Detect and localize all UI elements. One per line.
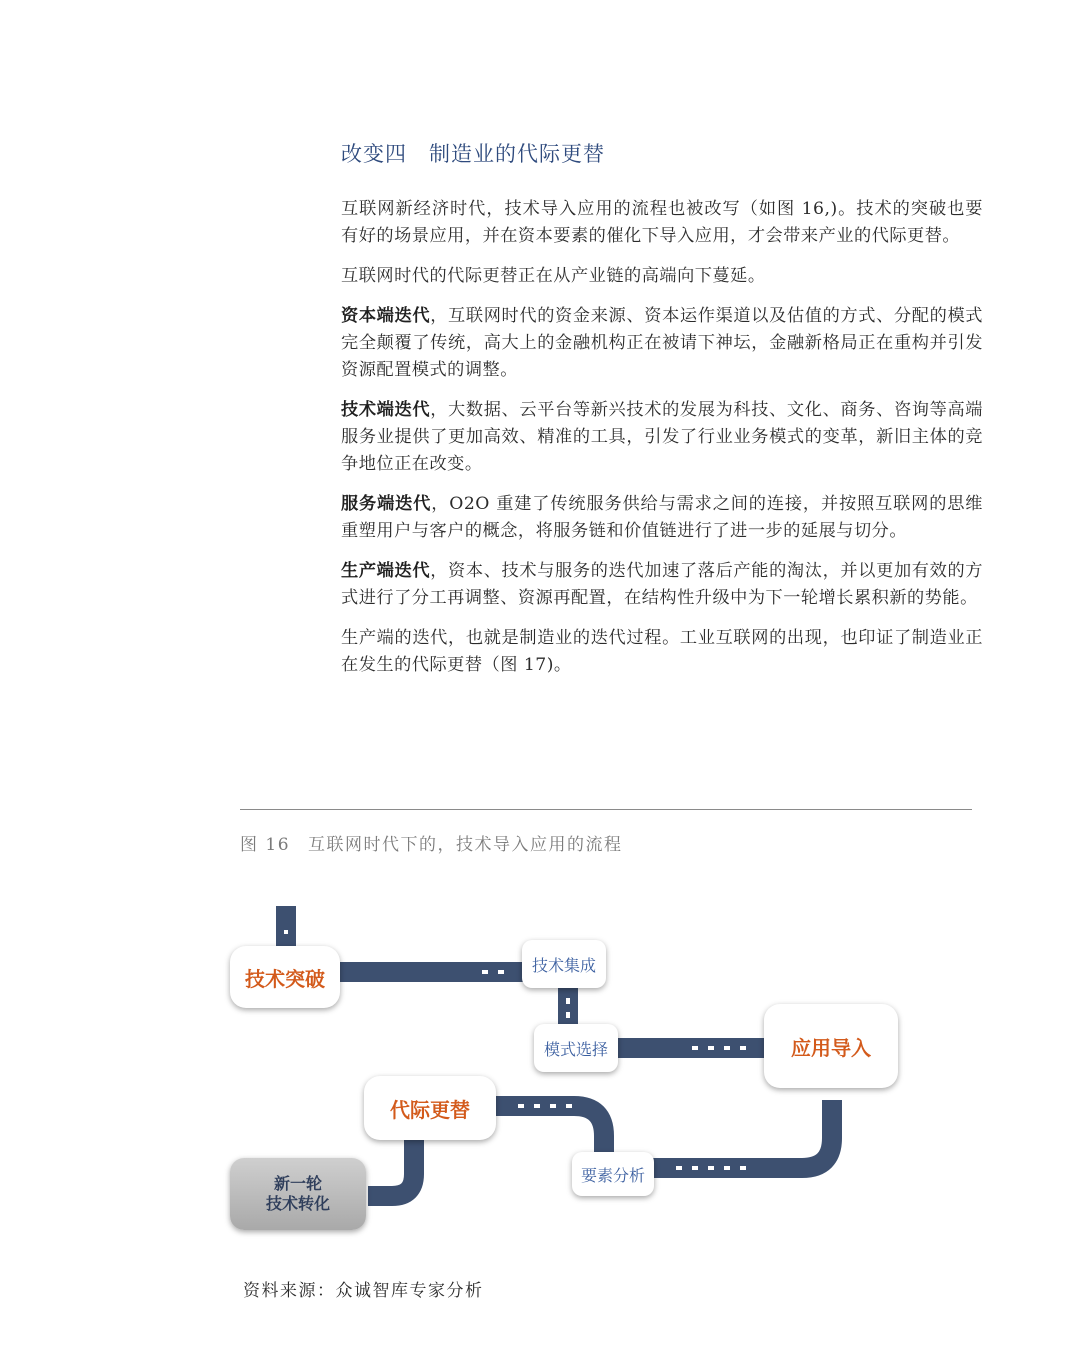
paragraph-text: ，大数据、云平台等新兴技术的发展为科技、文化、商务、咨询等高端服务业提供了更加高效、精准的工具，引发了行业业务模式的变革，新旧主体的竞争地位正在改变。 <box>341 400 983 474</box>
source-note: 资料来源：众诚智库专家分析 <box>243 1281 484 1301</box>
paragraph-text: 生产端的迭代，也就是制造业的迭代过程。工业互联网的出现，也印证了制造业正在发生的代际更替（图 17)。 <box>341 628 983 675</box>
node-generation-change <box>364 1076 496 1140</box>
flow-diagram <box>200 890 920 1250</box>
node-label: 模式选择 <box>543 1039 608 1059</box>
node-label-line2: 技术转化 <box>265 1194 330 1213</box>
figure-title: 互联网时代下的，技术导入应用的流程 <box>308 835 623 855</box>
figure-caption <box>240 830 623 855</box>
node-new-round-transfer <box>230 1158 366 1230</box>
node-label: 代际更替 <box>390 1097 470 1122</box>
node-label: 技术集成 <box>531 955 596 975</box>
node-element-analysis <box>572 1152 654 1196</box>
paragraph-text: ，互联网时代的资金来源、资本运作渠道以及估值的方式、分配的模式完全颠覆了传统，高大上的金融机构正在被请下神坛，金融新格局正在重构并引发资源配置模式的调整。 <box>341 306 983 380</box>
paragraph-text: ，资本、技术与服务的迭代加速了落后产能的淘汰，并以更加有效的方式进行了分工再调整、资源再配置，在结构性升级中为下一轮增长累积新的势能。 <box>341 561 983 608</box>
paragraph-text: 互联网时代的代际更替正在从产业链的高端向下蔓延。 <box>341 266 766 286</box>
paragraph-technology <box>341 397 983 478</box>
node-application-import <box>764 1004 898 1088</box>
paragraph-spread <box>341 263 983 290</box>
paragraph-text: ，O2O 重建了传统服务供给与需求之间的连接，并按照互联网的思维重塑用户与客户的概念，将服务链和价值链进行了进一步的延展与切分。 <box>341 494 983 541</box>
section-title <box>341 138 605 168</box>
figure-number: 图 16 <box>240 835 291 855</box>
paragraph-intro <box>341 196 983 250</box>
paragraph-conclusion <box>341 625 983 679</box>
road-segment-new-round <box>368 1140 414 1196</box>
node-model-selection <box>534 1024 618 1072</box>
node-label: 技术突破 <box>245 966 325 991</box>
paragraph-service <box>341 491 983 545</box>
paragraph-lead: 生产端迭代 <box>341 561 431 581</box>
road-segment-generation <box>496 1106 604 1152</box>
paragraph-capital <box>341 303 983 384</box>
paragraph-text: 互联网新经济时代，技术导入应用的流程也被改写（如图 16,)。技术的突破也要有好的场景应用，并在资本要素的催化下导入应用，才会带来产业的代际更替。 <box>341 199 983 246</box>
node-tech-breakthrough <box>230 946 340 1008</box>
node-label-line1: 新一轮 <box>273 1174 322 1193</box>
paragraph-lead: 技术端迭代 <box>341 400 431 420</box>
node-label: 要素分析 <box>580 1165 645 1185</box>
node-label-group <box>266 1174 330 1214</box>
node-label: 应用导入 <box>791 1035 871 1060</box>
section-heading: 制造业的代际更替 <box>429 142 605 166</box>
road-segment-analysis <box>652 1100 832 1168</box>
body-text <box>341 196 983 692</box>
section-label: 改变四 <box>341 142 407 166</box>
figure-divider <box>240 809 972 810</box>
paragraph-production <box>341 558 983 612</box>
node-tech-integration <box>522 940 606 988</box>
paragraph-lead: 资本端迭代 <box>341 306 431 326</box>
paragraph-lead: 服务端迭代 <box>341 494 432 514</box>
